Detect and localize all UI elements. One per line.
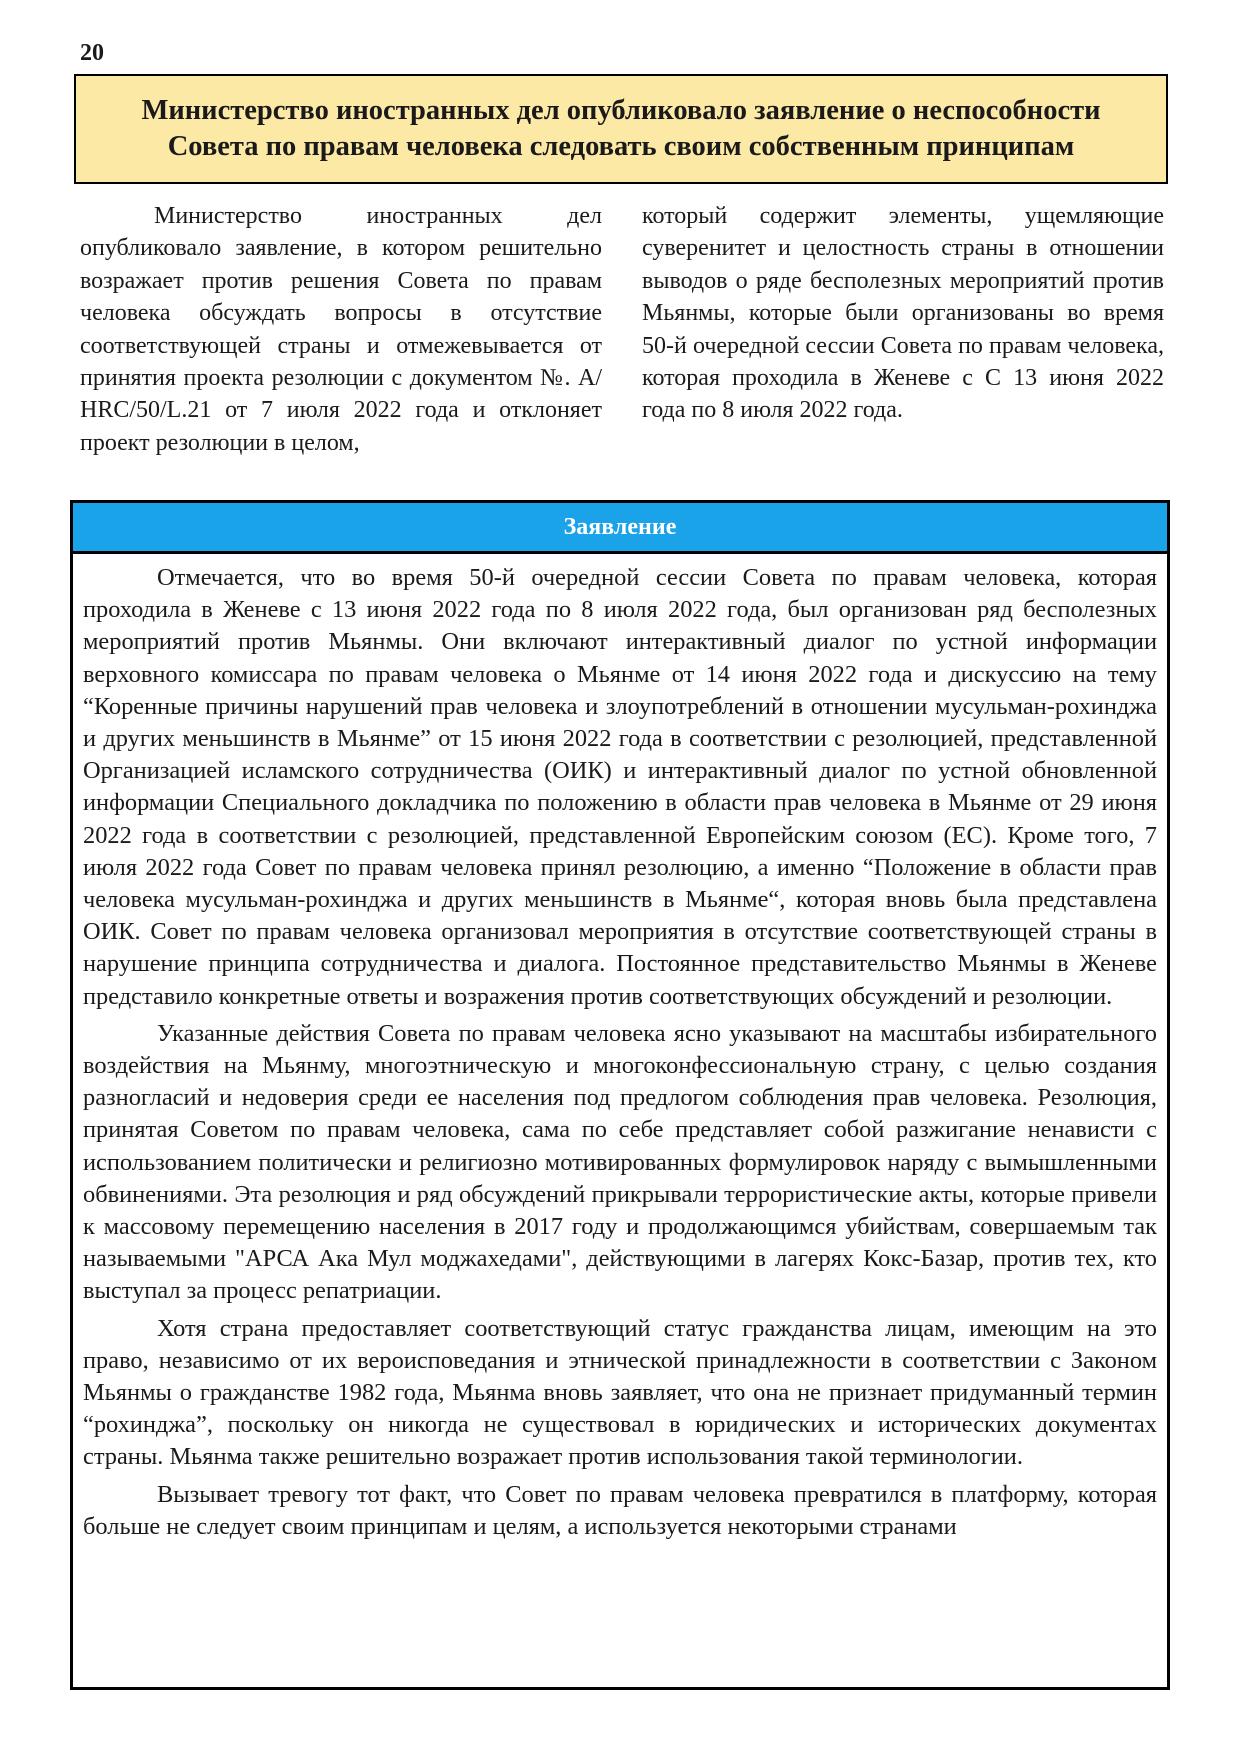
page-number: 20 — [80, 40, 104, 66]
intro-column-left — [80, 200, 602, 492]
article-title-box — [74, 74, 1168, 184]
statement-section-header: Заявление — [70, 500, 1170, 554]
article-title-line-2: Совета по правам человека следовать своим собственным принципам — [167, 131, 1075, 162]
statement-paragraph: Отмечается, что во время 50-й очередной сессии Совета по правам человека, которая проходила в Женеве с 13 июня 2022 года по 8 июля 2022 года, был организован ряд бесполезных мероприятий против Мьянмы. Они включают интерактивный диалог по устной информации верховного комиссара по правам человека о Мьянме от 14 июня 2022 года и дискуссию на тему “Коренные причины нарушений прав человека и злоупотреблений в отношении мусульман-рохинджа и других меньшинств в Мьянме” от 15 июня 2022 года в соответствии с резолюцией, представленной Организацией исламского сотрудничества (ОИК) и интерактивный диалог по устной обновленной информации Специального докладчика по положению в области прав человека в Мьянме от 29 июня 2022 года в соответствии с резолюцией, представленной Европейским союзом (ЕС). Кроме того, 7 июля 2022 года Совет по правам человека принял резолюцию, а именно “Положение в области прав человека мусульман-рохинджа и других меньшинств в Мьянме“, которая вновь была представлена ОИК. Совет по правам человека организовал мероприятия в отсутствие соответствующей страны в нарушение принципа сотрудничества и диалога. Постоянное представительство Мьянмы в Женеве представило конкретные ответы и возражения против соответствующих обсуждений и резолюции. — [83, 564, 1157, 1010]
intro-paragraph-right: который содержит элементы, ущемляющие суверенитет и целостность страны в отношении выводов о ряде бесполезных мероприятий против Мьянмы, которые были организованы во время 50-й очередной сессии Совета по правам человека, которая проходила в Женеве с С 13 июня 2022 года по 8 июля 2022 года. — [642, 203, 1164, 424]
article-title-line-1: Министерство иностранных дел опубликовало заявление о неспособности — [141, 95, 1101, 126]
intro-paragraph-left: Министерство иностранных дел опубликовало заявление, в котором решительно возражает против решения Совета по правам человека обсуждать вопросы в отсутствие соответствующей страны и отмежевывается от принятия проекта резолюции с документом №. A/ HRC/50/L.21 от 7 июля 2022 года и отклоняет проект резолюции в целом, — [80, 203, 602, 456]
statement-body — [70, 554, 1170, 1690]
statement-paragraph: Вызывает тревогу тот факт, что Совет по правам человека превратился в платформу, которая больше не следует своим принципам и целям, а используется некоторыми странами — [83, 1480, 1157, 1540]
statement-paragraph: Указанные действия Совета по правам человека ясно указывают на масштабы избирательного воздействия на Мьянму, многоэтническую и многоконфессиональную страну, с целью создания разногласий и недоверия среди ее населения под предлогом соблюдения прав человека. Резолюция, принятая Советом по правам человека, сама по себе представляет собой разжигание ненависти с использованием политически и религиозно мотивированных формулировок наряду с вымышленными обвинениями. Эта резолюция и ряд обсуждений прикрывали террористические акты, которые привели к массовому перемещению населения в 2017 году и продолжающимся убийствам, совершаемым так называемыми "АРСА Ака Мул моджахедами", действующими в лагерях Кокс-Базар, против тех, кто выступал за процесс репатриации. — [83, 1019, 1157, 1305]
intro-columns — [80, 200, 1164, 492]
statement-paragraph: Хотя страна предоставляет соответствующий статус гражданства лицам, имеющим на это право, независимо от их вероисповедания и этнической принадлежности в соответствии с Законом Мьянмы о гражданстве 1982 года, Мьянма вновь заявляет, что она не признает придуманный термин “рохинджа”, поскольку он никогда не существовал в юридических и исторических документах страны. Мьянма также решительно возражает против использования такой терминологии. — [83, 1314, 1157, 1471]
intro-column-right — [642, 200, 1164, 492]
